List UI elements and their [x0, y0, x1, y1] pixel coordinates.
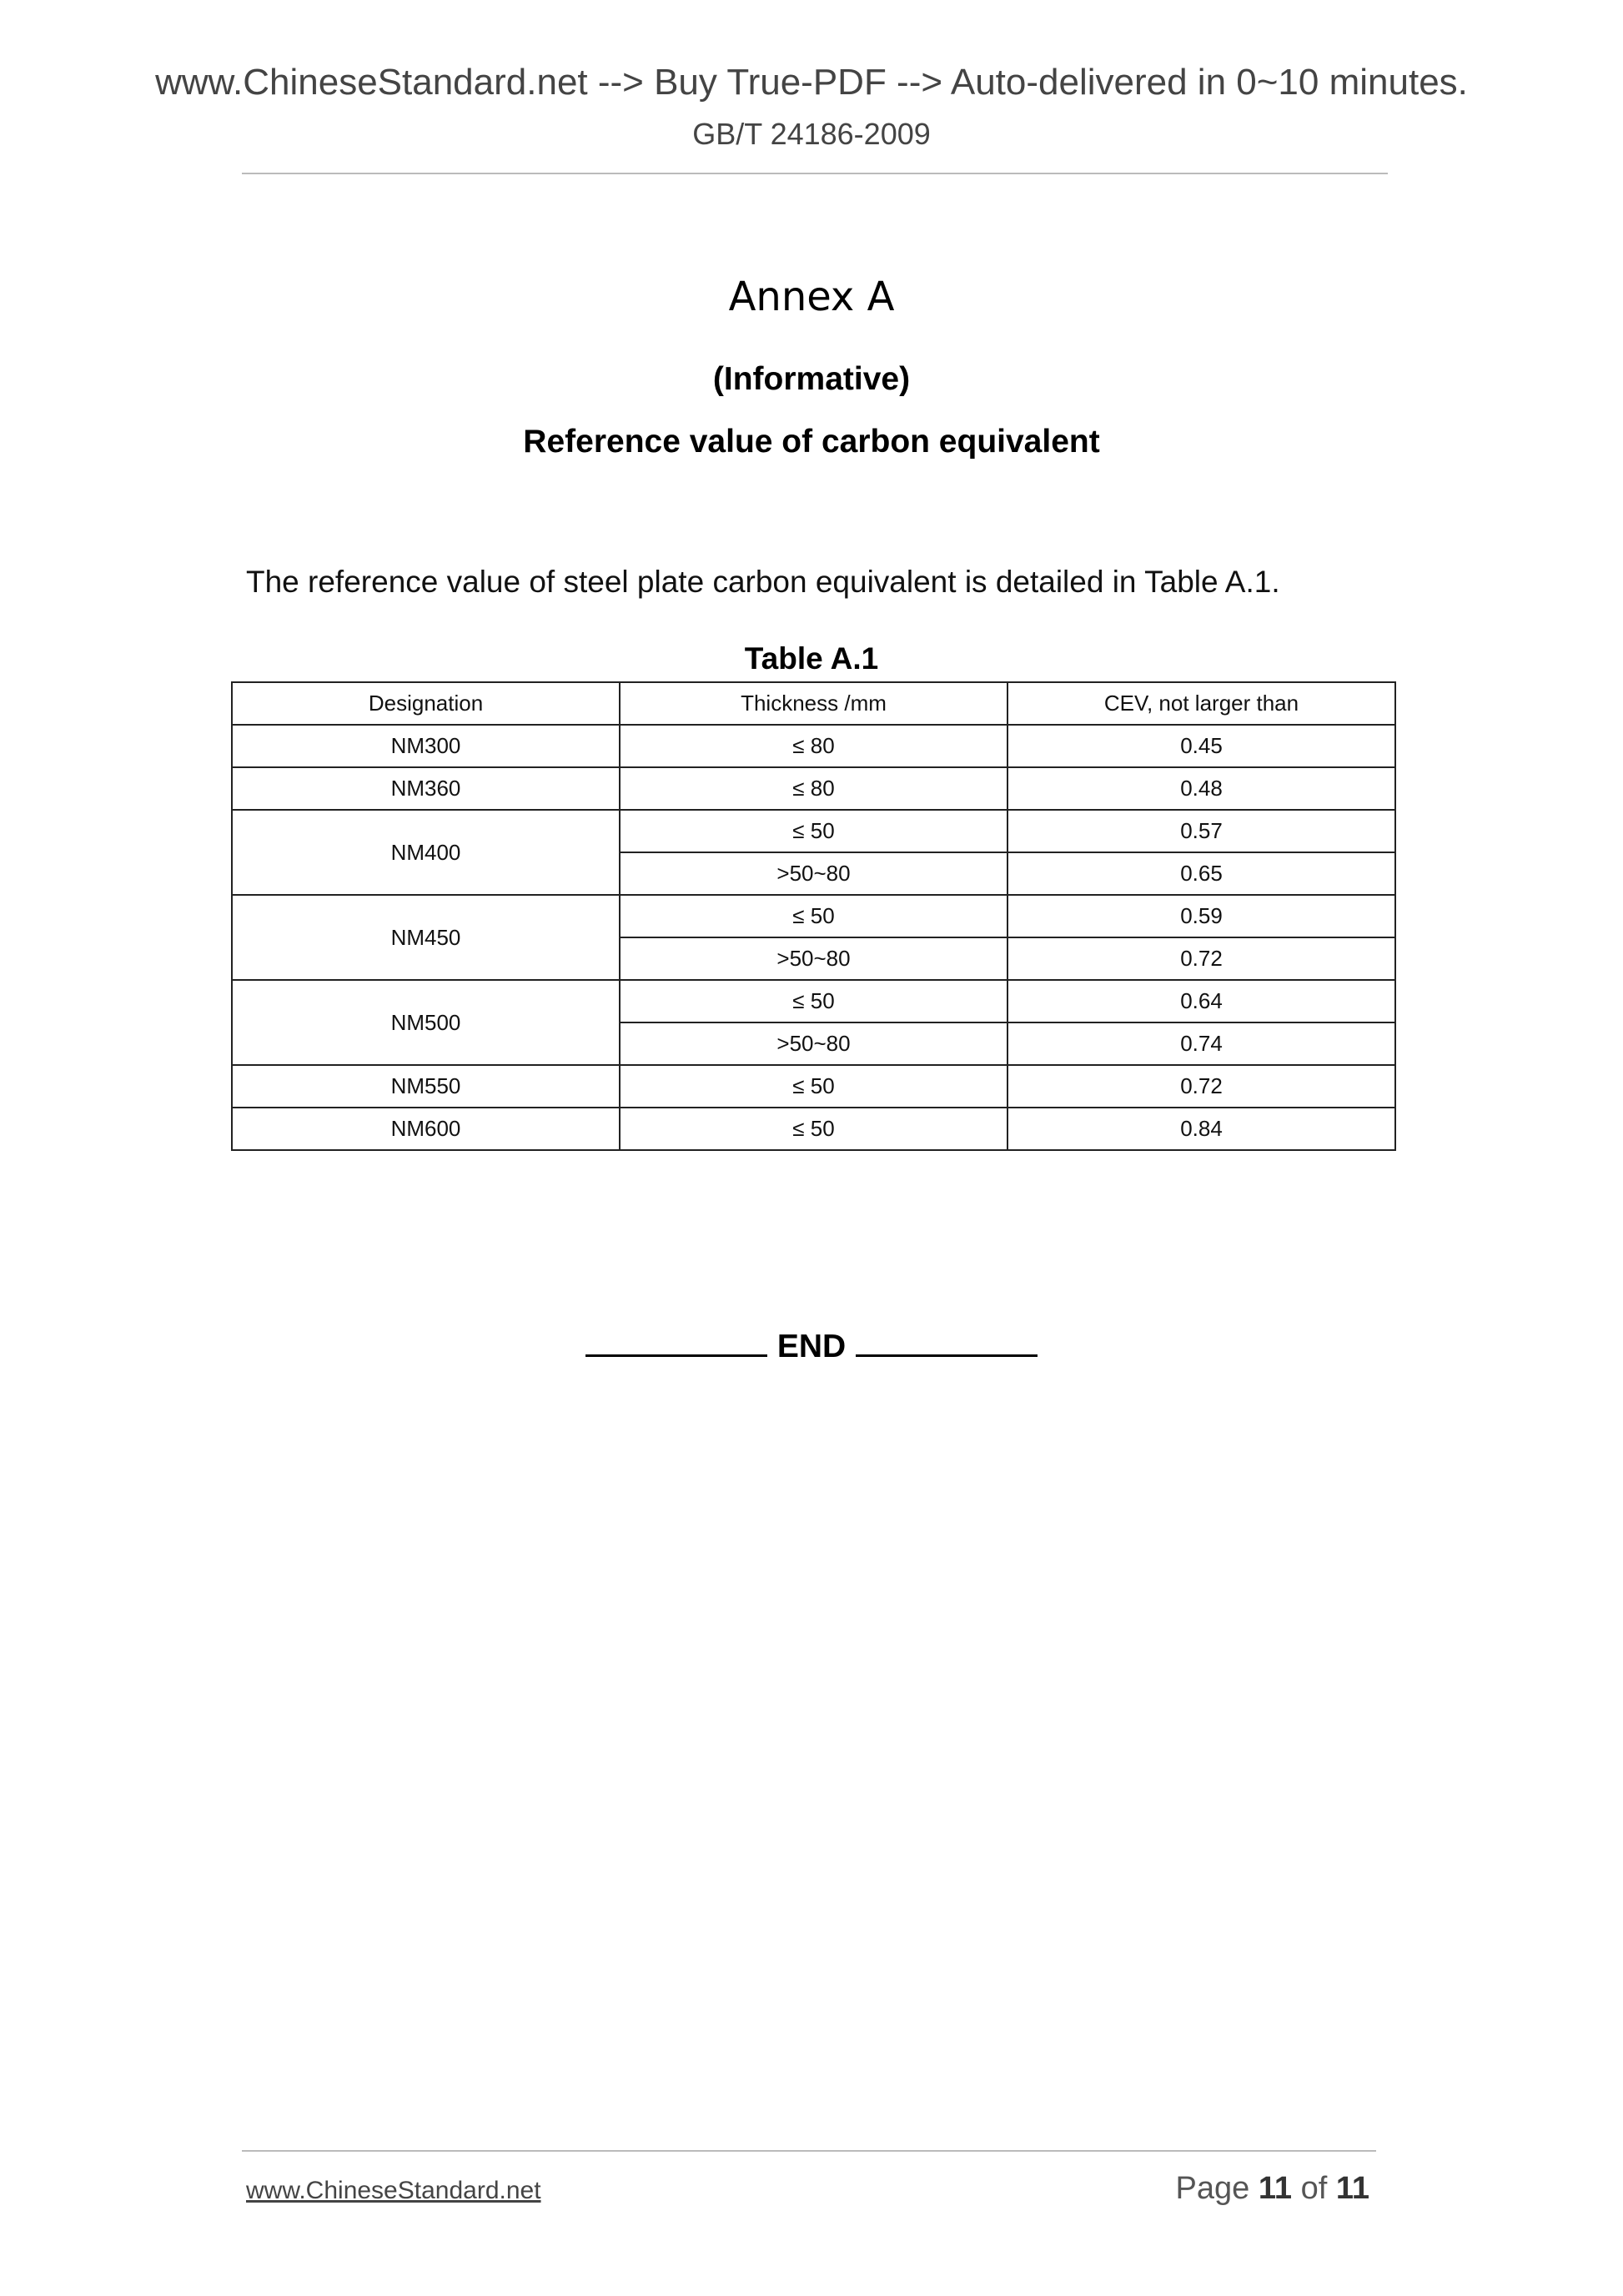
designation-cell: NM450 [232, 895, 620, 980]
cev-cell: 0.72 [1007, 1065, 1395, 1108]
standard-code: GB/T 24186-2009 [692, 117, 931, 151]
carbon-equivalent-table [231, 681, 1396, 1151]
table-row [232, 1065, 1395, 1108]
cev-cell: 0.72 [1007, 937, 1395, 980]
column-header-cev: CEV, not larger than [1007, 682, 1395, 725]
annex-title: Annex A [728, 274, 895, 320]
designation-cell: NM300 [232, 725, 620, 767]
cev-cell: 0.59 [1007, 895, 1395, 937]
end-rule-left [585, 1326, 767, 1357]
cev-cell: 0.84 [1007, 1108, 1395, 1150]
thickness-cell: ≤ 50 [620, 810, 1007, 852]
cev-cell: 0.74 [1007, 1022, 1395, 1065]
annex-type: (Informative) [712, 361, 911, 397]
end-marker [0, 1326, 1623, 1365]
page-prefix: Page [1175, 2171, 1250, 2206]
thickness-cell: ≤ 50 [620, 1108, 1007, 1150]
table-row [232, 725, 1395, 767]
header-banner[interactable]: www.ChineseStandard.net --> Buy True-PDF --> Auto-delivered in 0~10 minutes. [155, 62, 1468, 103]
page-current: 11 [1258, 2171, 1292, 2206]
cev-cell: 0.64 [1007, 980, 1395, 1022]
designation-cell: NM400 [232, 810, 620, 895]
cev-cell: 0.65 [1007, 852, 1395, 895]
end-label: END [776, 1329, 847, 1364]
table-row [232, 767, 1395, 810]
page-number [1176, 2171, 1369, 2207]
end-rule-right [856, 1326, 1038, 1357]
cev-cell: 0.48 [1007, 767, 1395, 810]
thickness-cell: ≤ 80 [620, 767, 1007, 810]
designation-cell: NM550 [232, 1065, 620, 1108]
thickness-cell: ≤ 50 [620, 895, 1007, 937]
table-row [232, 810, 1395, 852]
page-of: of [1300, 2171, 1328, 2206]
thickness-cell: >50~80 [620, 937, 1007, 980]
table-row [232, 895, 1395, 937]
thickness-cell: >50~80 [620, 1022, 1007, 1065]
header-divider [242, 173, 1388, 174]
annex-heading: Reference value of carbon equivalent [523, 424, 1100, 460]
table-caption: Table A.1 [744, 641, 879, 676]
column-header-thickness: Thickness /mm [620, 682, 1007, 725]
column-header-designation: Designation [232, 682, 620, 725]
table-row [232, 1108, 1395, 1150]
cev-cell: 0.45 [1007, 725, 1395, 767]
intro-paragraph: The reference value of steel plate carbon equivalent is detailed in Table A.1. [246, 565, 1280, 599]
designation-cell: NM600 [232, 1108, 620, 1150]
table-header-row [232, 682, 1395, 725]
cev-cell: 0.57 [1007, 810, 1395, 852]
footer-site-link[interactable]: www.ChineseStandard.net [246, 2177, 541, 2204]
thickness-cell: >50~80 [620, 852, 1007, 895]
footer-divider [242, 2150, 1376, 2152]
thickness-cell: ≤ 50 [620, 1065, 1007, 1108]
designation-cell: NM500 [232, 980, 620, 1065]
thickness-cell: ≤ 50 [620, 980, 1007, 1022]
page-total: 11 [1335, 2171, 1369, 2206]
designation-cell: NM360 [232, 767, 620, 810]
thickness-cell: ≤ 80 [620, 725, 1007, 767]
table-row [232, 980, 1395, 1022]
